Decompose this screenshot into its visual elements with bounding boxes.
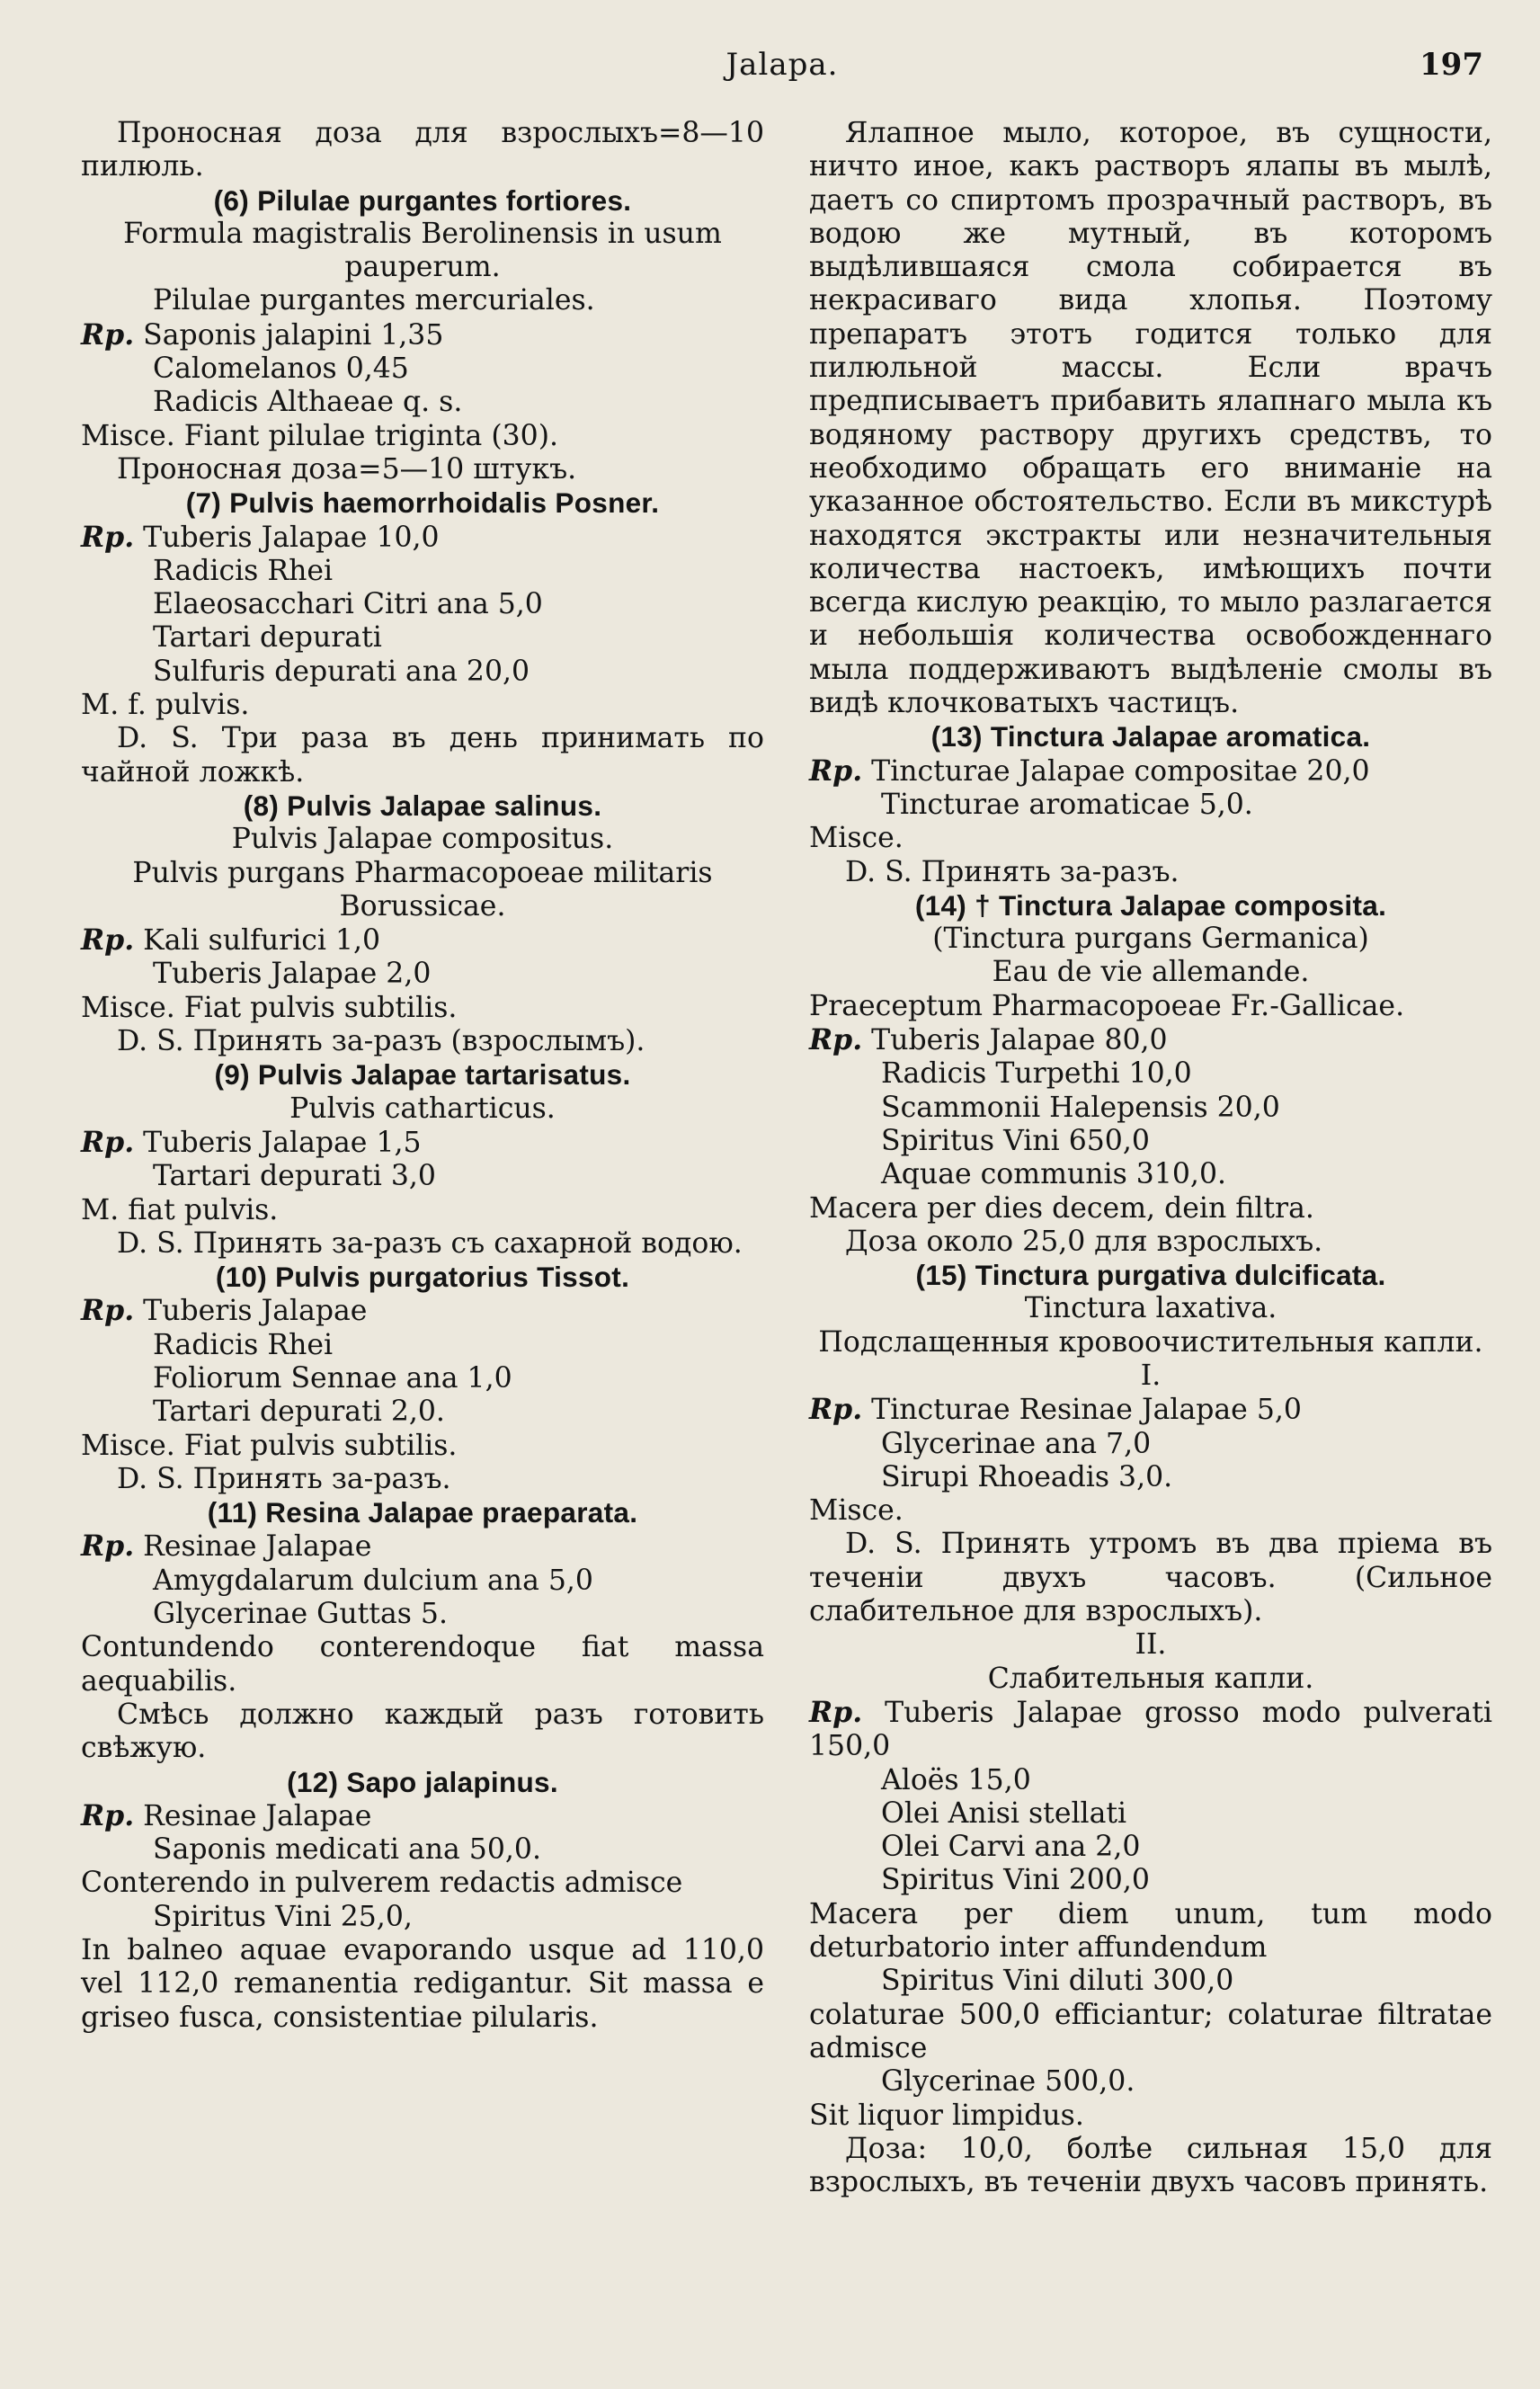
recipe-heading <box>809 720 1492 753</box>
recipe-heading <box>81 184 764 218</box>
recipe-mark: Rp. <box>809 753 863 788</box>
text-line <box>81 1867 764 1900</box>
line-text: Glycerinae ana 7,0 <box>881 1427 1152 1460</box>
recipe-heading <box>81 1058 764 1092</box>
line-text: Saponis medicati ana 50,0. <box>153 1833 541 1867</box>
line-text: D. S. Принять за-разъ съ сахарной водою. <box>117 1226 743 1260</box>
text-line <box>809 1662 1492 1696</box>
line-text: (12) Sapo jalapinus. <box>287 1765 558 1798</box>
line-text: Tuberis Jalapae 1,5 <box>134 1126 422 1159</box>
line-text: Sirupi Rhoeadis 3,0. <box>881 1460 1173 1493</box>
text-line <box>809 1226 1492 1259</box>
text-line <box>809 117 1492 720</box>
text-line <box>809 1192 1492 1226</box>
line-text: M. fiat pulvis. <box>81 1193 279 1226</box>
line-text: Ялапное мыло, которое, въ сущности, ничто иное, какъ растворъ ялапы въ мылѣ, даетъ со спиртомъ прозрачный растворъ, въ водою же мутный, въ которомъ выдѣлившаяся смола собирается въ некрасиваго вида хлопья. Поэтому препаратъ этотъ годится только для пилюльной массы. Если врачъ предписываетъ прибавить ялапнаго мыла къ водяному раствору другихъ средствъ, то необходимо обращать его вниманіе на указанное обстоятельство. Если въ микстурѣ находятся экстракты или незначительныя количества настоекъ, имѣющихъ почти всегда кислую реакцію, то мыло разлагается и небольшія количества освобожденнаго мыла поддерживаютъ выдѣленіе смолы въ видѣ клочковатыхъ частицъ. <box>809 117 1492 720</box>
text-line <box>81 1194 764 1227</box>
text-line <box>809 754 1492 789</box>
recipe-heading <box>81 789 764 823</box>
text-line <box>809 956 1492 989</box>
running-title: Jalapa. <box>725 47 839 83</box>
line-text: Подслащенныя кровоочистительныя капли. <box>818 1325 1483 1359</box>
line-text: (10) Pulvis purgatorius Tissot. <box>215 1261 630 1294</box>
running-header <box>81 36 1483 90</box>
text-line <box>809 1428 1492 1461</box>
line-text: Tartari depurati <box>153 621 382 655</box>
text-line <box>81 689 764 722</box>
recipe-mark: Rp. <box>81 1294 135 1328</box>
line-text: Tuberis Jalapae 80,0 <box>862 1024 1168 1057</box>
text-line <box>809 1864 1492 1897</box>
line-text: (8) Pulvis Jalapae salinus. <box>243 789 602 822</box>
line-text: Glycerinae Guttas 5. <box>153 1598 448 1631</box>
line-text: Aquae communis 310,0. <box>881 1158 1226 1191</box>
line-text: (14) † Tinctura Jalapae composita. <box>914 888 1387 922</box>
line-text: Foliorum Sennae ana 1,0 <box>153 1361 512 1395</box>
line-text: Misce. <box>809 1494 904 1528</box>
line-text: Olei Anisi stellati <box>881 1796 1127 1830</box>
text-line <box>809 1965 1492 1998</box>
text-line <box>81 1160 764 1193</box>
text-line <box>809 990 1492 1023</box>
recipe-heading <box>809 889 1492 923</box>
text-line <box>809 1092 1492 1125</box>
page-number: 197 <box>1420 47 1483 83</box>
line-text: Доза около 25,0 для взрослыхъ. <box>845 1225 1323 1258</box>
line-text: In balneo aquae evaporando usque ad 110,0 vel 112,0 remanentia redigantur. Sit massa e griseo fusca, consistentiae pilularis. <box>81 1934 764 2034</box>
recipe-heading <box>81 1496 764 1529</box>
text-line <box>81 1564 764 1598</box>
recipe-mark: Rp. <box>81 1529 135 1564</box>
line-text: Tartari depurati 2,0. <box>153 1395 445 1429</box>
line-text: Elaeosacchari Citri ana 5,0 <box>153 588 543 621</box>
text-line <box>809 2099 1492 2133</box>
text-line <box>809 1898 1492 1966</box>
line-text: Spiritus Vini 200,0 <box>881 1864 1150 1897</box>
text-line <box>809 856 1492 889</box>
line-text: Scammonii Halepensis 20,0 <box>881 1091 1280 1124</box>
line-text: Проносная доза для взрослыхъ=8—10 пилюль. <box>81 117 764 183</box>
recipe-heading <box>81 1766 764 1799</box>
line-text: (13) Tinctura Jalapae aromatica. <box>930 720 1371 753</box>
line-text: Kali sulfurici 1,0 <box>134 924 381 958</box>
line-text: Tartari depurati 3,0 <box>153 1160 436 1193</box>
text-line <box>81 958 764 991</box>
text-line <box>809 1797 1492 1831</box>
line-text: Spiritus Vini 650,0 <box>881 1124 1150 1157</box>
text-line <box>809 1057 1492 1091</box>
text-line <box>809 1831 1492 1864</box>
text-line <box>81 318 764 352</box>
line-text: Pulvis Jalapae compositus. <box>231 823 614 856</box>
line-text: M. f. pulvis. <box>81 689 250 722</box>
text-line <box>809 1023 1492 1057</box>
line-text: Praeceptum Pharmacopoeae Fr.-Gallicae. <box>809 989 1405 1022</box>
line-text: Tuberis Jalapae 2,0 <box>153 958 432 991</box>
line-text: D. S. Принять за-разъ. <box>117 1462 451 1495</box>
text-line <box>81 823 764 856</box>
text-line <box>81 1799 764 1833</box>
text-line <box>809 1764 1492 1797</box>
text-line <box>81 1463 764 1496</box>
text-line <box>81 588 764 621</box>
text-line <box>809 1528 1492 1628</box>
line-text: Saponis jalapini 1,35 <box>134 318 444 352</box>
text-line <box>809 1158 1492 1191</box>
line-text: Misce. Fiat pulvis subtilis. <box>81 1429 458 1462</box>
line-text: Radicis Rhei <box>153 1328 334 1361</box>
line-text: Sulfuris depurati ana 20,0 <box>153 655 530 688</box>
line-text: Olei Carvi ana 2,0 <box>881 1831 1141 1864</box>
text-line <box>809 923 1492 956</box>
line-text: (6) Pilulae purgantes fortiores. <box>213 183 632 217</box>
line-text: Macera per dies decem, dein filtra. <box>809 1191 1314 1225</box>
text-line <box>81 655 764 689</box>
line-text: Radicis Turpethi 10,0 <box>881 1057 1192 1091</box>
text-line <box>81 1631 764 1698</box>
text-line <box>81 1598 764 1631</box>
text-line <box>81 1329 764 1362</box>
line-text: Spiritus Vini diluti 300,0 <box>881 1965 1234 1998</box>
line-text: Eau de vie allemande. <box>992 956 1310 989</box>
text-line <box>81 453 764 486</box>
text-line <box>81 1362 764 1395</box>
line-text: Tincturae Jalapae compositae 20,0 <box>862 754 1370 788</box>
text-line <box>81 1430 764 1463</box>
text-line <box>81 1901 764 1934</box>
line-text: II. <box>1135 1628 1167 1662</box>
text-line <box>81 352 764 386</box>
line-text: Tinctura laxativa. <box>1024 1292 1277 1325</box>
line-text: I. <box>1140 1359 1162 1392</box>
text-line <box>81 1092 764 1126</box>
line-text: (9) Pulvis Jalapae tartarisatus. <box>214 1058 631 1092</box>
text-line <box>81 1698 764 1766</box>
recipe-mark: Rp. <box>809 1393 863 1427</box>
recipe-mark: Rp. <box>81 923 135 958</box>
text-line <box>81 1934 764 2035</box>
text-line <box>81 420 764 453</box>
text-line <box>81 284 764 317</box>
text-line <box>81 117 764 184</box>
text-line <box>809 2133 1492 2200</box>
text-line <box>81 386 764 419</box>
line-text: D. S. Принять утромъ въ два пріема въ теченіи двухъ часовъ. (Сильное слабительное для взрослыхъ). <box>809 1528 1492 1628</box>
recipe-heading <box>81 1261 764 1294</box>
line-text: (Tinctura purgans Germanica) <box>932 923 1369 956</box>
left-column <box>81 117 764 2035</box>
line-text: Pulvis catharticus. <box>289 1092 556 1125</box>
line-text: Aloës 15,0 <box>881 1763 1031 1796</box>
text-line <box>81 1395 764 1429</box>
line-text: Misce. Fiant pilulae triginta (30). <box>81 419 559 452</box>
line-text: D. S. Принять за-разъ. <box>845 855 1179 888</box>
line-text: Resinae Jalapae <box>134 1799 372 1832</box>
text-line <box>809 1292 1492 1325</box>
text-line <box>809 1359 1492 1393</box>
text-line <box>81 1529 764 1564</box>
text-line <box>809 1628 1492 1662</box>
line-text: Pilulae purgantes mercuriales. <box>153 284 595 317</box>
line-text: (7) Pulvis haemorrhoidalis Posner. <box>185 486 660 520</box>
text-line <box>81 1294 764 1328</box>
line-text: Conterendo in pulverem redactis admisce <box>81 1867 683 1900</box>
text-line <box>81 857 764 924</box>
recipe-mark: Rp. <box>81 317 135 352</box>
line-text: D. S. Принять за-разъ (взрослымъ). <box>117 1025 645 1058</box>
text-line <box>809 789 1492 822</box>
line-text: Resinae Jalapae <box>134 1530 372 1564</box>
recipe-heading <box>81 486 764 520</box>
line-text: colaturae 500,0 efficiantur; colaturae filtratae admisce <box>809 1998 1492 2064</box>
text-line <box>81 555 764 588</box>
line-text: Pulvis purgans Pharmacopoeae militaris Borussicae. <box>132 856 713 923</box>
line-text: Contundendo conterendoque fiat massa aequabilis. <box>81 1631 764 1698</box>
text-line <box>809 1326 1492 1359</box>
line-text: Sit liquor limpidus. <box>809 2099 1084 2132</box>
line-text: Tuberis Jalapae grosso modo pulverati 150,0 <box>809 1696 1492 1763</box>
recipe-heading <box>809 1259 1492 1292</box>
line-text: Glycerinae 500,0. <box>881 2065 1135 2099</box>
text-line <box>81 1025 764 1058</box>
line-text: Misce. Fiat pulvis subtilis. <box>81 991 458 1024</box>
text-line <box>809 2065 1492 2099</box>
text-line <box>81 923 764 958</box>
line-text: Tuberis Jalapae 10,0 <box>134 521 440 554</box>
text-line <box>81 521 764 555</box>
text-line <box>809 1461 1492 1494</box>
line-text: Смѣсь должно каждый разъ готовить свѣжую. <box>81 1698 764 1765</box>
text-line <box>81 1227 764 1261</box>
recipe-mark: Rp. <box>81 1125 135 1159</box>
text-line <box>81 1126 764 1160</box>
line-text: Tuberis Jalapae <box>134 1295 368 1328</box>
line-text: Tincturae aromaticae 5,0. <box>881 788 1253 821</box>
text-line <box>81 218 764 285</box>
line-text: Amygdalarum dulcium ana 5,0 <box>153 1564 593 1597</box>
line-text: D. S. Три раза въ день принимать по чайной ложкѣ. <box>81 722 764 789</box>
recipe-mark: Rp. <box>809 1023 863 1057</box>
recipe-mark: Rp. <box>81 520 135 554</box>
right-column <box>809 117 1492 2199</box>
text-line <box>809 1696 1492 1764</box>
line-text: (11) Resina Jalapae praeparata. <box>207 1496 638 1529</box>
line-text: Formula magistralis Berolinensis in usum pauperum. <box>123 217 722 284</box>
text-line <box>81 1833 764 1867</box>
line-text: Слабительныя капли. <box>987 1662 1314 1695</box>
line-text: Calomelanos 0,45 <box>153 352 409 386</box>
text-line <box>809 822 1492 855</box>
text-line <box>809 1393 1492 1427</box>
recipe-mark: Rp. <box>81 1798 135 1832</box>
line-text: Radicis Rhei <box>153 554 334 587</box>
line-text: (15) Tinctura purgativa dulcificata. <box>915 1259 1386 1292</box>
line-text: Tincturae Resinae Jalapae 5,0 <box>862 1394 1302 1427</box>
text-line <box>809 1494 1492 1528</box>
text-line <box>81 992 764 1025</box>
line-text: Доза: 10,0, болѣе сильная 15,0 для взрослыхъ, въ теченіи двухъ часовъ принять. <box>809 2132 1492 2199</box>
text-line <box>81 722 764 789</box>
text-line <box>809 1125 1492 1158</box>
line-text: Проносная доза=5—10 штукъ. <box>117 452 577 486</box>
text-line <box>81 621 764 655</box>
text-line <box>809 1999 1492 2066</box>
line-text: Radicis Althaeae q. s. <box>153 386 463 419</box>
line-text: Spiritus Vini 25,0, <box>153 1900 413 1933</box>
line-text: Macera per diem unum, tum modo deturbatorio inter affundendum <box>809 1897 1492 1965</box>
recipe-mark: Rp. <box>809 1695 863 1729</box>
line-text: Misce. <box>809 822 904 855</box>
